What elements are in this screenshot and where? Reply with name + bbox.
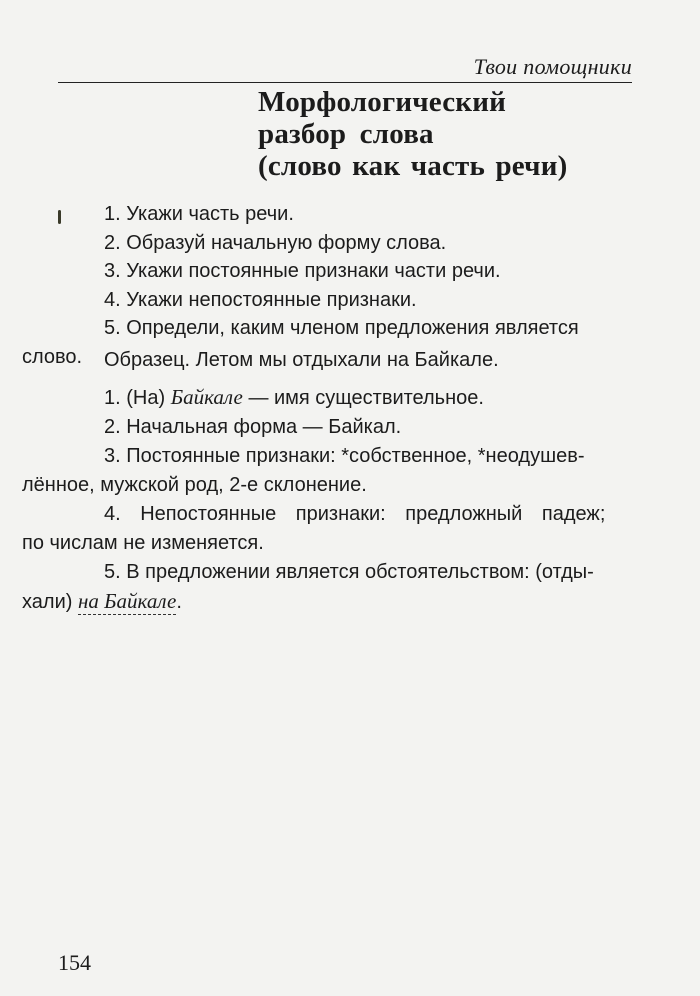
- example-line-1-word: Байкале: [170, 385, 243, 409]
- step-4: 4. Укажи непостоянные признаки.: [104, 288, 417, 311]
- example-line-1-prefix: 1. (На): [104, 387, 166, 409]
- example-line-5b-prefix: хали): [22, 591, 73, 613]
- example-line-4a: 4. Непостоянные признаки: предложный падеж;: [104, 503, 606, 525]
- example-line-5b-underlined: на Байкале: [77, 589, 177, 613]
- title-line-2: разбор слова: [258, 118, 434, 150]
- example-line-5b: [0, 587, 700, 617]
- step-1: 1. Укажи часть речи.: [104, 203, 294, 225]
- example-line-2: 2. Начальная форма — Байкал.: [104, 416, 402, 438]
- title-line-1: Морфологический: [258, 86, 507, 118]
- example-line-5b-suffix: .: [176, 591, 182, 613]
- page-number: 154: [58, 950, 91, 975]
- example-block: [0, 346, 700, 617]
- step-5: 5. Определи, каким членом предложения является: [104, 317, 579, 339]
- example-line-3a: 3. Постоянные признаки: *собственное, *неодушев-: [104, 445, 585, 467]
- title-line-3: (слово как часть речи): [258, 150, 568, 182]
- example-line-1-suffix: — имя существительное.: [248, 387, 484, 409]
- example-heading: Образец. Летом мы отдыхали на Байкале.: [104, 349, 499, 371]
- section-title: Твои помощники: [473, 54, 632, 79]
- step-3: 3. Укажи постоянные признаки части речи.: [104, 260, 501, 282]
- example-line-5a: 5. В предложении является обстоятельством: (отды-: [104, 561, 594, 583]
- step-5-continued: слово.: [22, 345, 83, 368]
- page-title: [258, 86, 567, 182]
- step-2: 2. Образуй начальную форму слова.: [104, 231, 447, 254]
- example-line-3b: лённое, мужской род, 2-е склонение.: [22, 474, 367, 496]
- example-line-4b: по числам не изменяется.: [22, 532, 264, 554]
- example-line-1: [0, 383, 700, 413]
- running-header: [58, 50, 632, 83]
